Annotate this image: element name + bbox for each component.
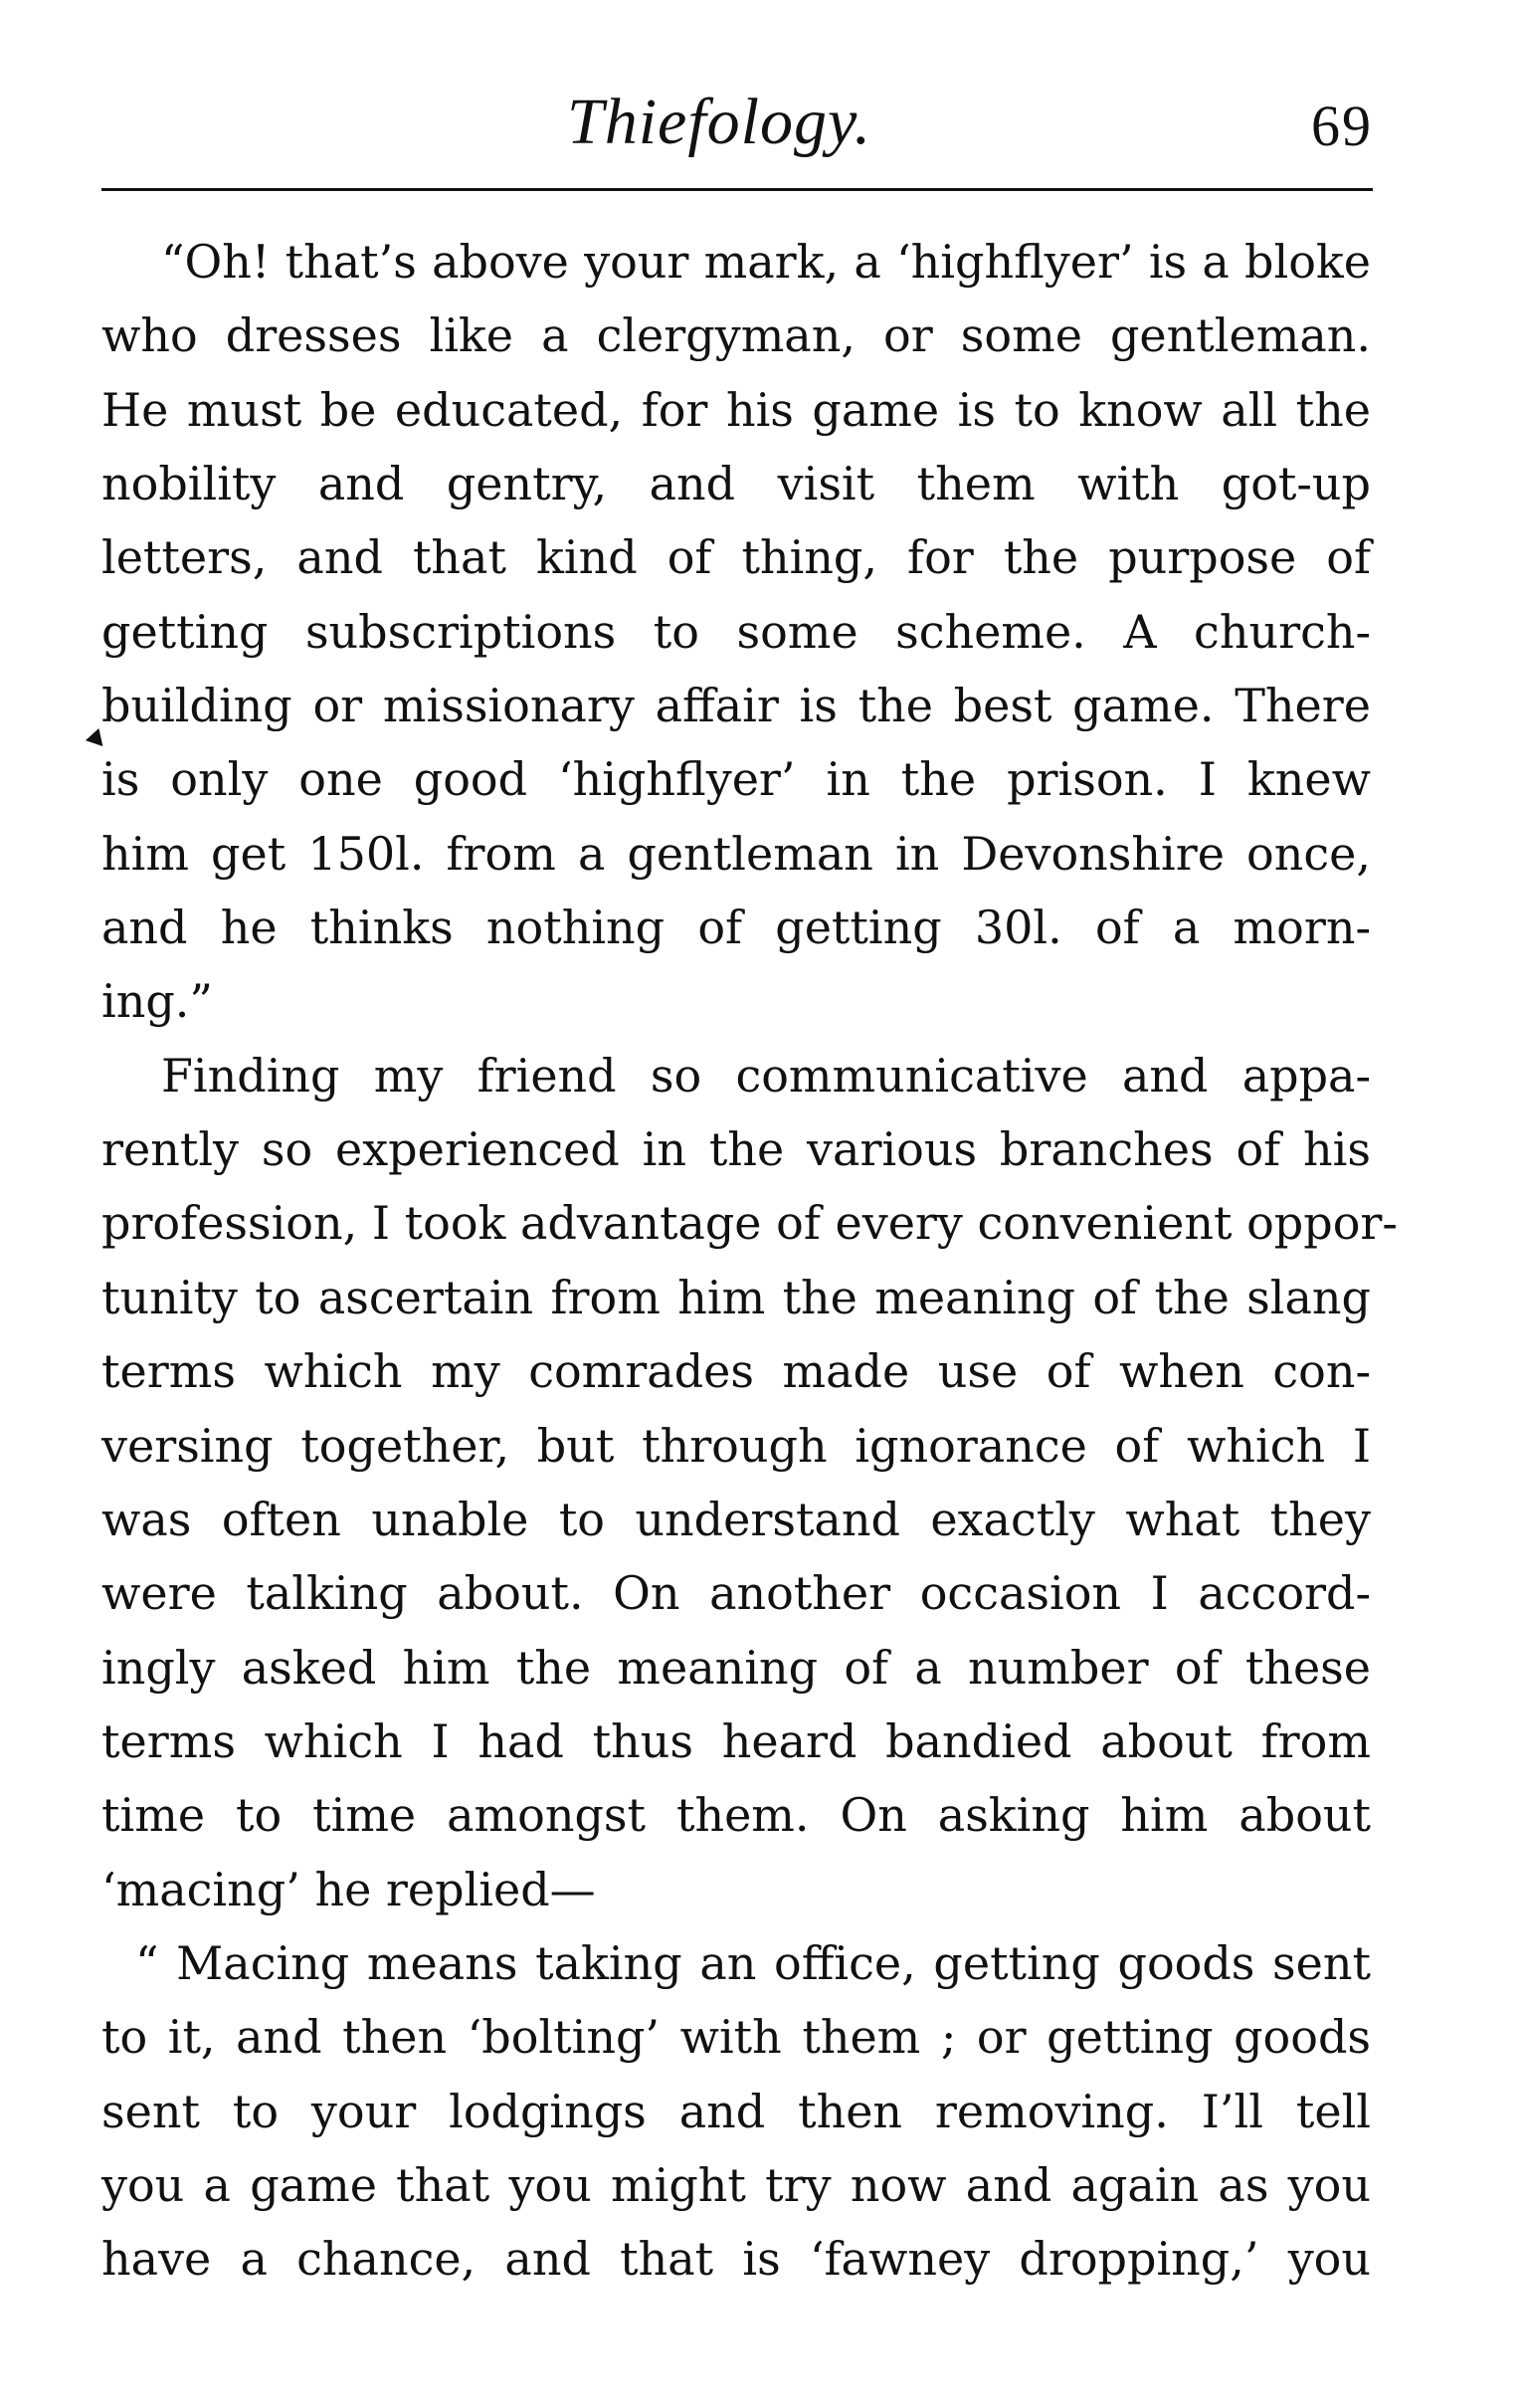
text-line: terms which I had thus heard bandied about from	[101, 1713, 1371, 1768]
text-line: “Oh! that’s above your mark, a ‘highflyer’ is a bloke	[161, 235, 1371, 289]
text-line: “ Macing means taking an office, getting goods sent	[135, 1935, 1371, 1990]
text-line: and he thinks nothing of getting 30l. of a morn-	[101, 901, 1371, 955]
text-line: nobility and gentry, and visit them with got-up	[101, 457, 1371, 511]
text-line: Finding my friend so communicative and appa-	[161, 1048, 1371, 1103]
text-line: building or missionary affair is the best game. There	[101, 679, 1371, 733]
running-head	[99, 70, 1373, 169]
text-line: is only one good ‘highflyer’ in the prison. I knew	[101, 752, 1371, 807]
text-line: letters, and that kind of thing, for the purpose of	[101, 530, 1371, 585]
text-line: who dresses like a clergyman, or some gentleman.	[101, 308, 1371, 363]
text-line: versing together, but through ignorance of which I	[101, 1418, 1371, 1473]
text-line: profession, I took advantage of every convenient oppor-	[101, 1196, 1398, 1251]
text-line: ‘macing’ he replied—	[101, 1862, 596, 1916]
text-line: was often unable to understand exactly what they	[101, 1492, 1371, 1546]
text-line: time to time amongst them. On asking him about	[101, 1788, 1371, 1843]
text-line: ingly asked him the meaning of a number of these	[101, 1640, 1371, 1695]
text-line: tunity to ascertain from him the meaning of the slang	[101, 1270, 1371, 1324]
body-text	[101, 225, 1398, 2297]
text-line: him get 150l. from a gentleman in Devonshire once,	[101, 826, 1371, 881]
text-line: to it, and then ‘bolting’ with them ; or getting goods	[101, 2010, 1371, 2065]
text-line: He must be educated, for his game is to know all the	[101, 382, 1371, 437]
text-line: were talking about. On another occasion I accord-	[101, 1566, 1371, 1621]
page-number: 69	[1311, 94, 1373, 158]
running-title: Thiefology.	[567, 86, 872, 158]
text-line: terms which my comrades made use of when con-	[101, 1344, 1371, 1399]
text-line: ing.”	[101, 974, 213, 1029]
text-line: you a game that you might try now and again as you	[101, 2157, 1371, 2212]
text-line: have a chance, and that is ‘fawney dropping,’ you	[101, 2232, 1371, 2287]
text-line: rently so experienced in the various branches of his	[101, 1122, 1371, 1177]
text-line: getting subscriptions to some scheme. A church-	[101, 604, 1371, 659]
header-rule	[101, 188, 1373, 191]
text-line: sent to your lodgings and then removing. I’ll tell	[101, 2084, 1371, 2138]
